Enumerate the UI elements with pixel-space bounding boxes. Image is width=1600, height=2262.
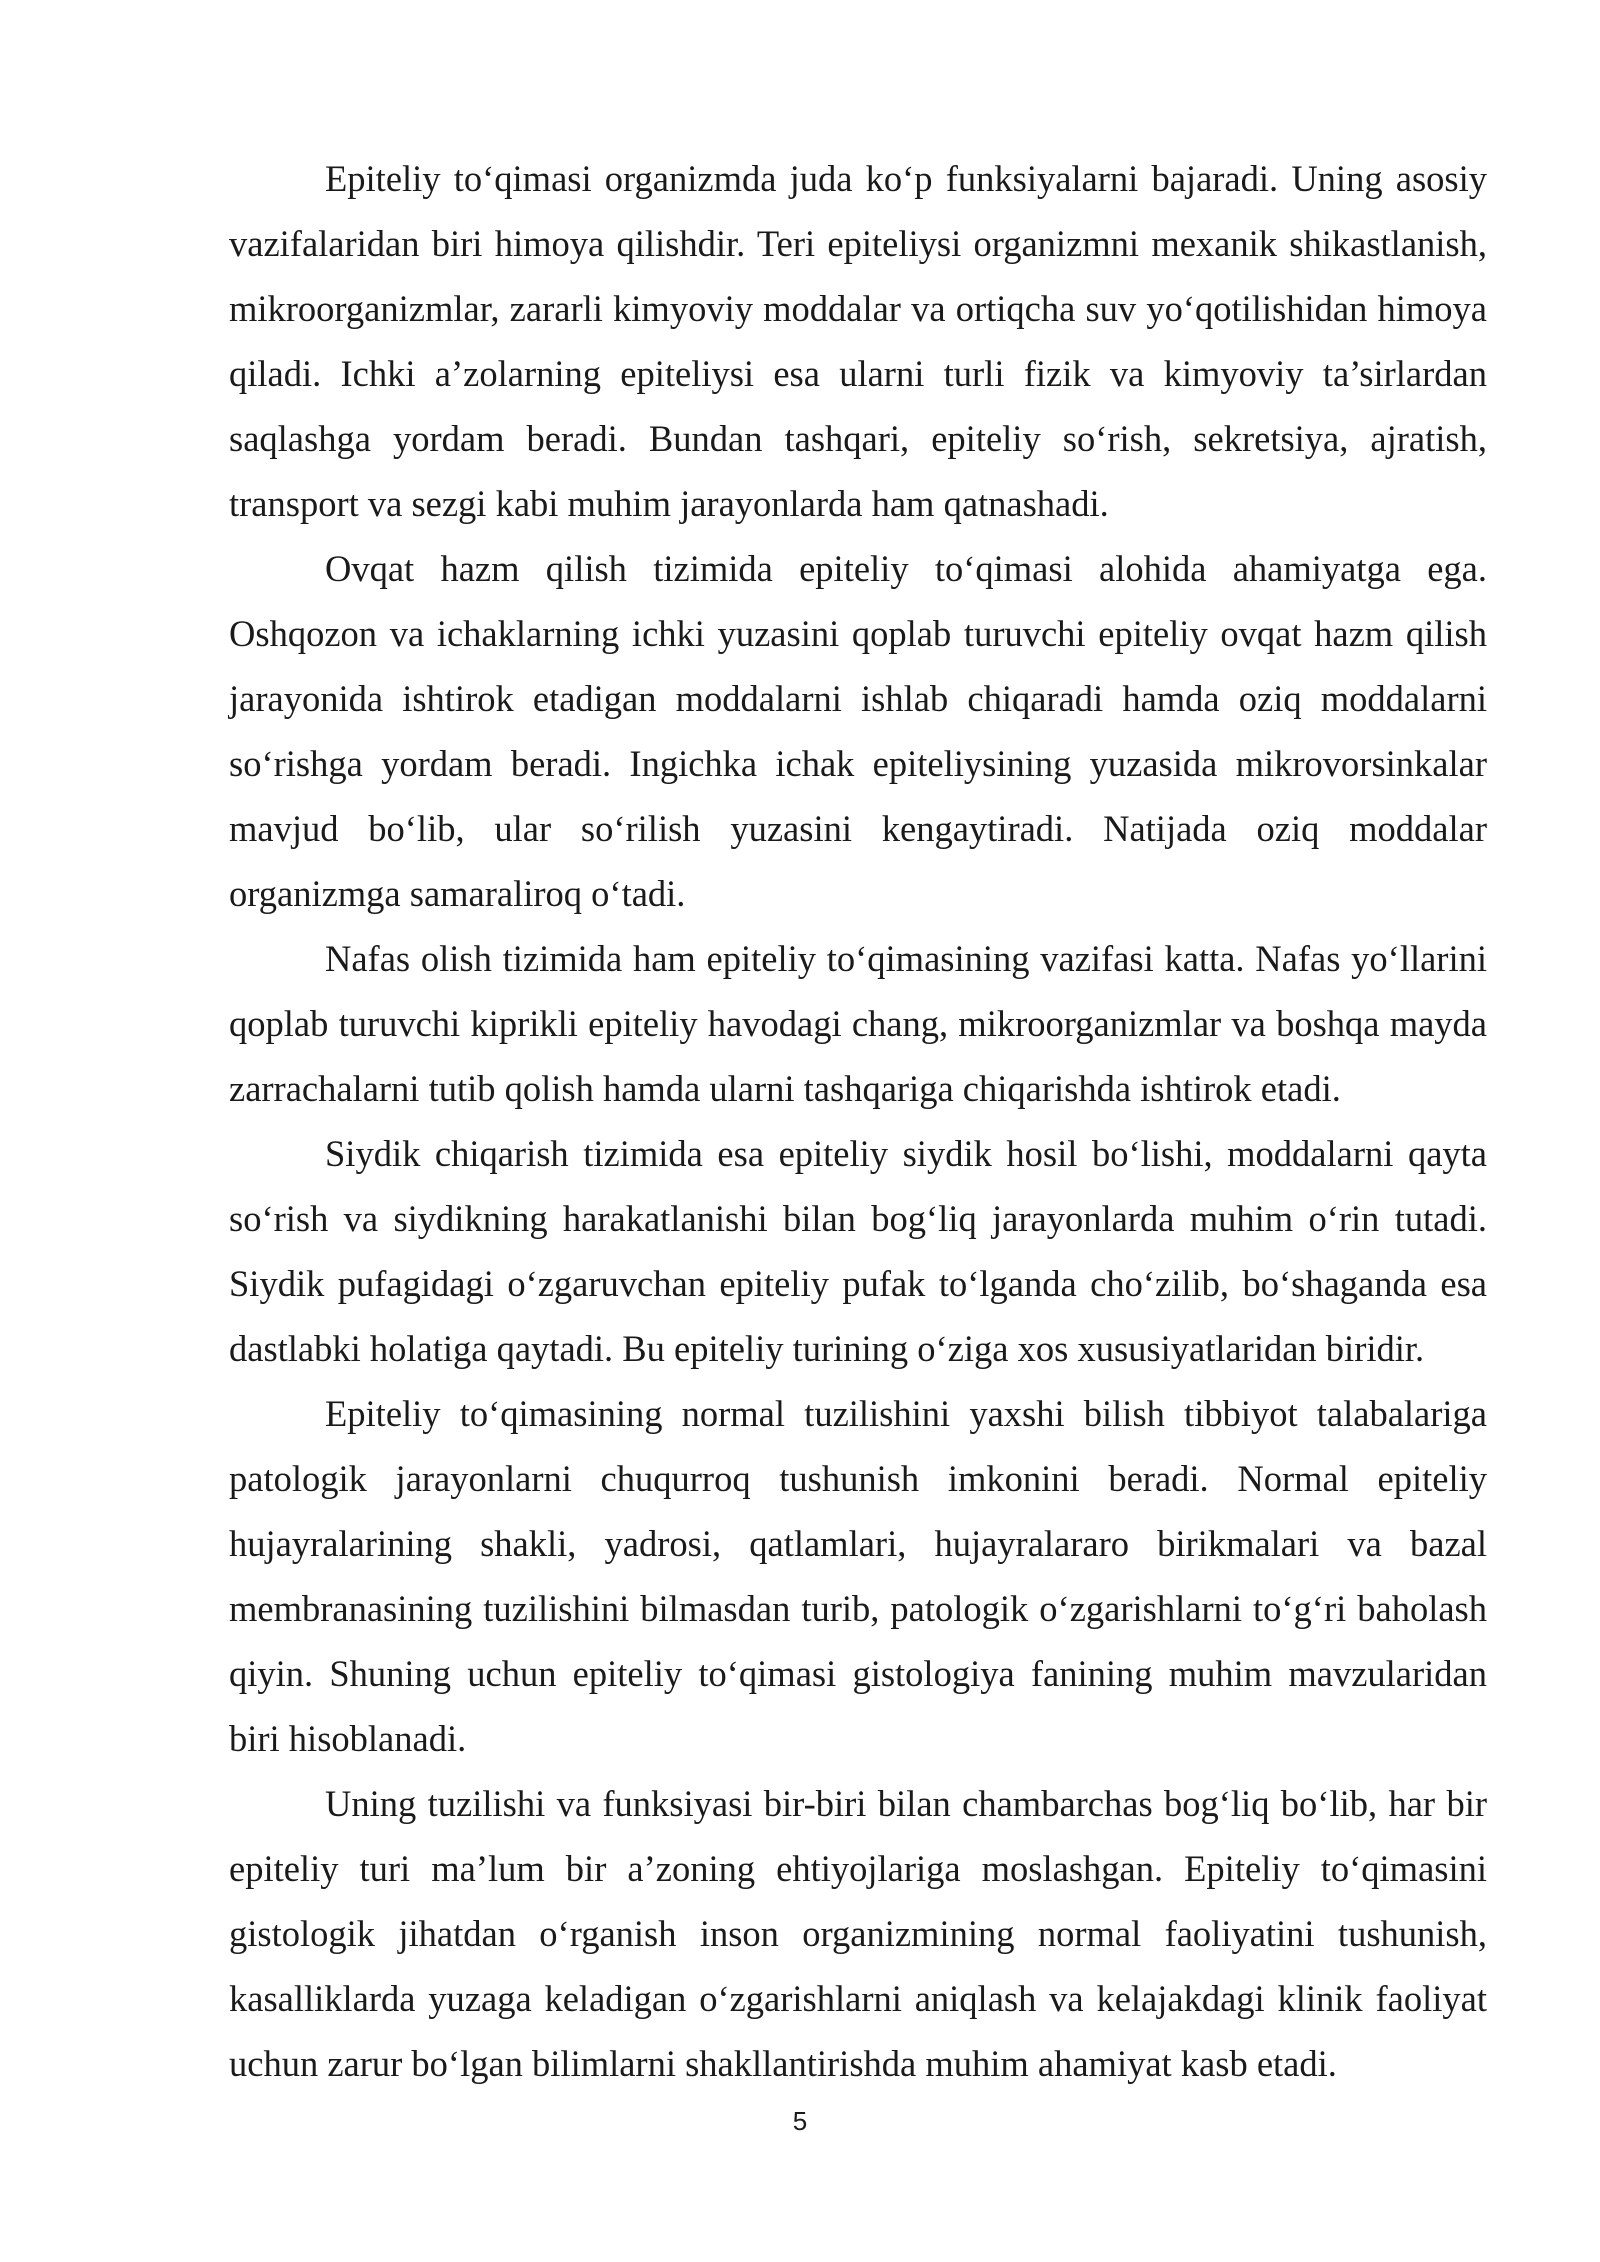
paragraph-1: Epiteliy to‘qimasi organizmda juda ko‘p funksiyalarni bajaradi. Uning asosiy vazifalaridan biri himoya qilishdir. Teri epiteliysi organizmni mexanik shikastlanish, mikroorganizmlar, zararli kimyoviy moddalar va ortiqcha suv yo‘qotilishidan himoya qiladi. Ichki a’zolarning epiteliysi esa ularni turli fizik va kimyoviy ta’sirlardan saqlashga yordam beradi. Bundan tashqari, epiteliy so‘rish, sekretsiya, ajratish, transport va sezgi kabi muhim jarayonlarda ham qatnashadi. — [229, 158, 1487, 524]
paragraph-6: Uning tuzilishi va funksiyasi bir-biri bilan chambarchas bog‘liq bo‘lib, har bir epiteliy turi ma’lum bir a’zoning ehtiyojlariga moslashgan. Epiteliy to‘qimasini gistologik jihatdan o‘rganish inson organizmining normal faoliyatini tushunish, kasalliklarda yuzaga keladigan o‘zgarishlarni aniqlash va kelajakdagi klinik faoliyat uchun zarur bo‘lgan bilimlarni shakllantirishda muhim ahamiyat kasb etadi. — [229, 1783, 1487, 2084]
page-number: 5 — [792, 2106, 808, 2136]
body-text — [229, 146, 1487, 2096]
paragraph-4: Siydik chiqarish tizimida esa epiteliy siydik hosil bo‘lishi, moddalarni qayta so‘rish va siydikning harakatlanishi bilan bog‘liq jarayonlarda muhim o‘rin tutadi. Siydik pufagidagi o‘zgaruvchan epiteliy pufak to‘lganda cho‘zilib, bo‘shaganda esa dastlabki holatiga qaytadi. Bu epiteliy turining o‘ziga xos xususiyatlaridan biridir. — [229, 1133, 1487, 1369]
paragraph-5: Epiteliy to‘qimasining normal tuzilishini yaxshi bilish tibbiyot talabalariga patologik jarayonlarni chuqurroq tushunish imkonini beradi. Normal epiteliy hujayralarining shakli, yadrosi, qatlamlari, hujayralararo birikmalari va bazal membranasining tuzilishini bilmasdan turib, patologik o‘zgarishlarni to‘g‘ri baholash qiyin. Shuning uchun epiteliy to‘qimasi gistologiya fanining muhim mavzularidan biri hisoblanadi. — [229, 1393, 1487, 1759]
paragraph-2: Ovqat hazm qilish tizimida epiteliy to‘qimasi alohida ahamiyatga ega. Oshqozon va ichaklarning ichki yuzasini qoplab turuvchi epiteliy ovqat hazm qilish jarayonida ishtirok etadigan moddalarni ishlab chiqaradi hamda oziq moddalarni so‘rishga yordam beradi. Ingichka ichak epiteliysining yuzasida mikrovorsinkalar mavjud bo‘lib, ular so‘rilish yuzasini kengaytiradi. Natijada oziq moddalar organizmga samaraliroq o‘tadi. — [229, 548, 1487, 914]
paragraph-3: Nafas olish tizimida ham epiteliy to‘qimasining vazifasi katta. Nafas yo‘llarini qoplab turuvchi kiprikli epiteliy havodagi chang, mikroorganizmlar va boshqa mayda zarrachalarni tutib qolish hamda ularni tashqariga chiqarishda ishtirok etadi. — [229, 938, 1487, 1109]
